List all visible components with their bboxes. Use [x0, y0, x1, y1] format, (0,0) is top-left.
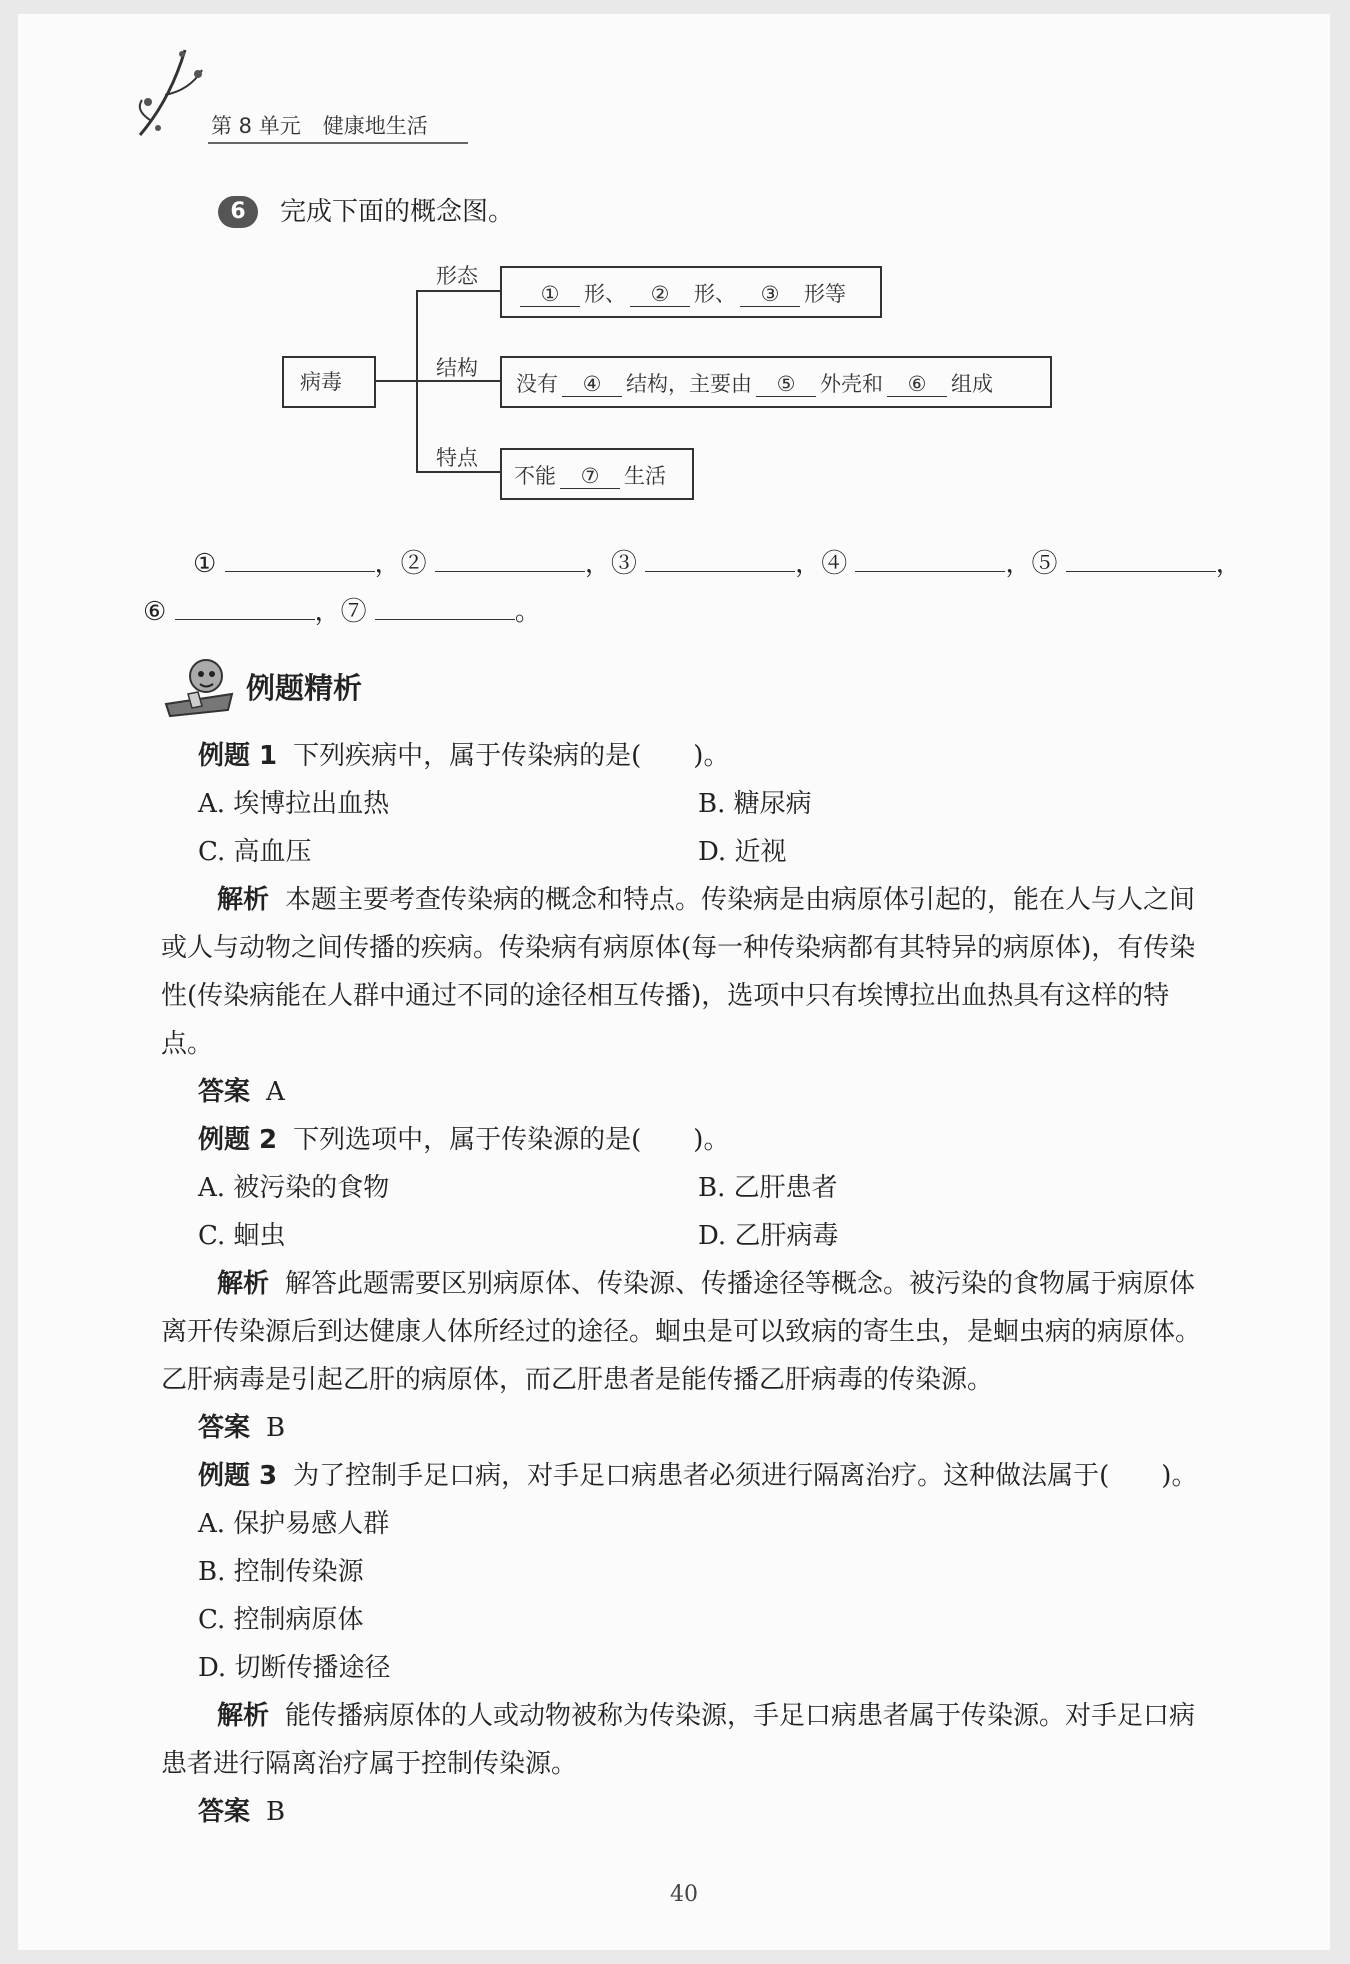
example-2-option-d: D. 乙肝病毒	[698, 1221, 839, 1251]
diagram-root-label: 病毒	[300, 370, 342, 394]
example-3-option-c: C. 控制病原体	[198, 1605, 364, 1635]
diagram-content-form: ① 形、 ② 形、 ③ 形等	[516, 278, 846, 308]
example-3-answer: 答案 B	[198, 1797, 286, 1827]
question-number-badge: 6	[218, 196, 258, 228]
example-1-option-c: C. 高血压	[198, 837, 312, 867]
answer-blanks-row-2: ⑥ ，⑦ 。	[143, 597, 541, 627]
header-unit: 第 8 单元	[211, 114, 301, 138]
example-3-analysis: 解析 能传播病原体的人或动物被称为传染源，手足口病患者属于传染源。对手足口病患者进行隔离治疗属于控制传染源。	[161, 1701, 1196, 1779]
diagram-content-structure: 没有 ④ 结构，主要由 ⑤ 外壳和 ⑥ 组成	[516, 372, 993, 396]
example-1-option-a: A. 埃博拉出血热	[198, 789, 390, 819]
example-1-analysis: 解析 本题主要考查传染病的概念和特点。传染病是由病原体引起的，能在人与人之间或人与动物之间传播的疾病。传染病有病原体(每一种传染病都有其特异的病原体)，有传染性(传染病能在人群中通过不同的途径相互传播)，选项中只有埃博拉出血热具有这样的特点。	[161, 885, 1196, 1059]
answer-blank-7[interactable]	[375, 595, 515, 620]
example-3-option-d: D. 切断传播途径	[198, 1653, 391, 1683]
example-2-stem: 例题 2 下列选项中，属于传染源的是( )。	[198, 1125, 730, 1155]
example-2-option-c: C. 蛔虫	[198, 1221, 286, 1251]
header-title: 健康地生活	[322, 114, 428, 138]
example-1-answer: 答案 A	[198, 1077, 285, 1107]
header-rule	[208, 142, 468, 144]
example-1-stem: 例题 1 下列疾病中，属于传染病的是( )。	[198, 741, 730, 771]
example-1-option-d: D. 近视	[698, 837, 787, 867]
example-3-stem: 例题 3 为了控制手足口病，对手足口病患者必须进行隔离治疗。这种做法属于( )。	[198, 1461, 1198, 1491]
section-title: 例题精析	[246, 671, 363, 705]
example-1-option-b: B. 糖尿病	[698, 789, 812, 819]
example-2-option-b: B. 乙肝患者	[698, 1173, 838, 1203]
diagram-branch-label: 特点	[436, 446, 478, 470]
mascot-icon	[158, 654, 242, 724]
example-2-analysis: 解析 解答此题需要区别病原体、传染源、传播途径等概念。被污染的食物属于病原体离开传染源后到达健康人体所经过的途径。蛔虫是可以致病的寄生虫，是蛔虫病的病原体。乙肝病毒是引起乙肝的病原体，而乙肝患者是能传播乙肝病毒的传染源。	[161, 1269, 1202, 1395]
answer-blank-1[interactable]	[225, 547, 375, 572]
diagram-content-feature: 不能 ⑦ 生活	[514, 464, 666, 488]
diagram-connector	[374, 380, 418, 382]
example-3-option-a: A. 保护易感人群	[198, 1509, 390, 1539]
diagram-branch-label: 形态	[436, 264, 478, 288]
answer-blank-5[interactable]	[1066, 547, 1216, 572]
example-2-answer: 答案 B	[198, 1413, 286, 1443]
page	[18, 14, 1330, 1950]
example-3-option-b: B. 控制传染源	[198, 1557, 364, 1587]
diagram-connector	[416, 290, 500, 292]
answer-blank-4[interactable]	[855, 547, 1005, 572]
header-decoration-icon	[130, 40, 220, 150]
header	[211, 110, 450, 140]
example-2-option-a: A. 被污染的食物	[198, 1173, 390, 1203]
question-prompt: 完成下面的概念图。	[280, 197, 515, 227]
answer-blanks-row-1: ① ，② ，③ ，④ ，⑤ ，	[193, 549, 1242, 579]
answer-blank-6[interactable]	[175, 595, 315, 620]
answer-blank-3[interactable]	[645, 547, 795, 572]
diagram-branch-label: 结构	[436, 356, 478, 380]
page-number: 40	[670, 1882, 698, 1907]
answer-blank-2[interactable]	[435, 547, 585, 572]
